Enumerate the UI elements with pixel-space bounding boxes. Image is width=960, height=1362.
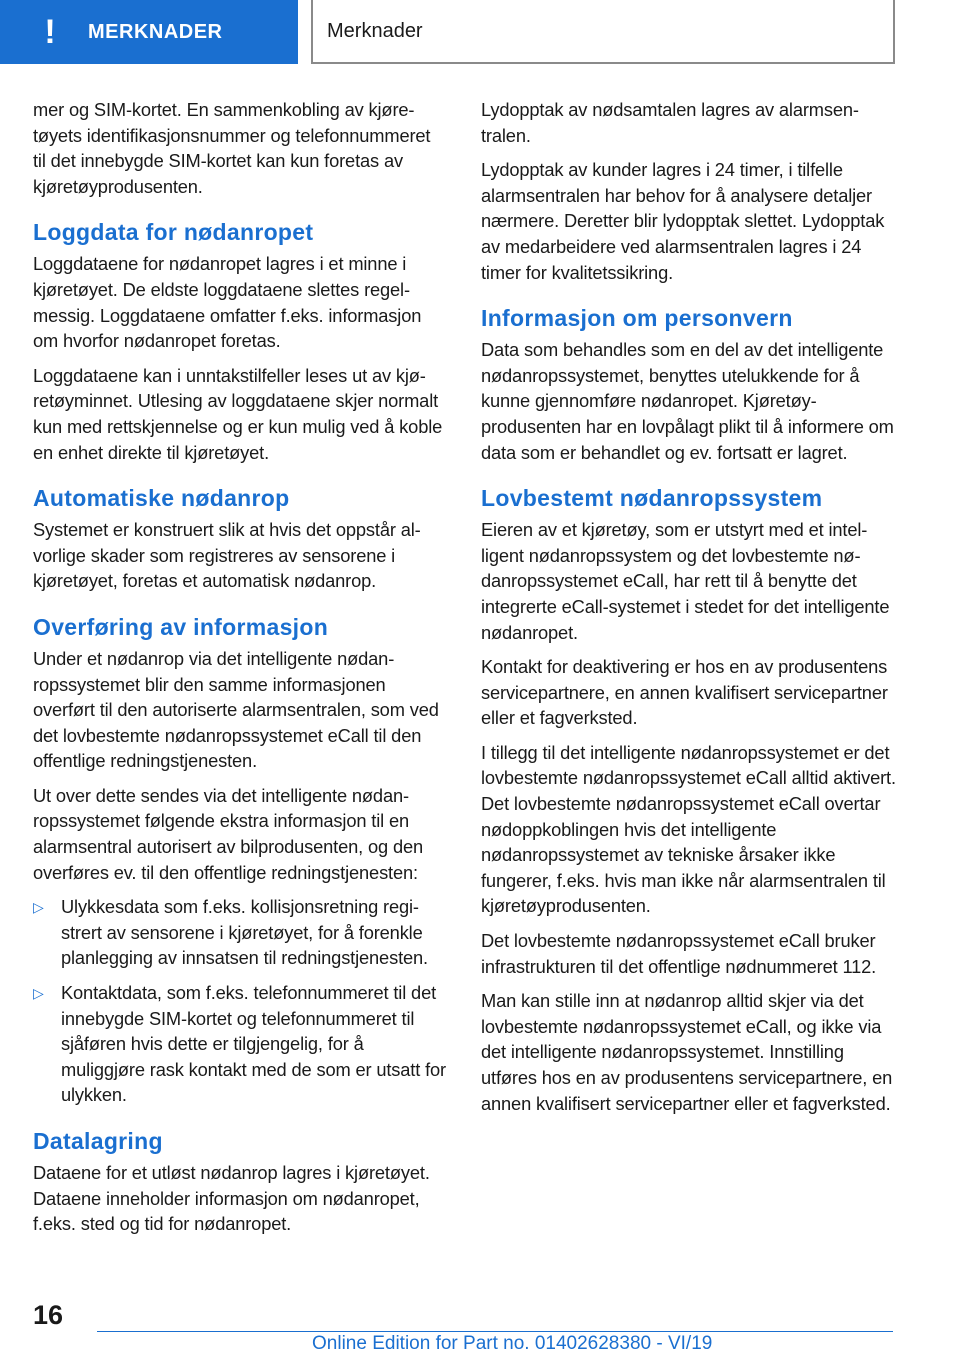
footer-divider [97,1331,893,1332]
section-tab-label: MERKNADER [88,20,223,43]
right-column [481,97,899,1125]
overforing-paragraph-2: Ut over dette sendes via det intelligente nødanropssystemet følgende ekstra informasjon til en alarmsentral autorisert av bilprodusenten, og den overføres ev. til den offentlige redningstjenesten: [33,784,423,883]
heading-automatiske: Automatiske nødanrop [33,485,290,512]
list-item-text: Ulykkesdata som f.eks. kollisjonsretning registrert av sensorene i kjøretøyet, for å forenkle planlegging av innsatsen til redningstjenesten. [61,896,428,969]
heading-overforing: Overføring av informasjon [33,613,329,640]
lydopptak-paragraph-1: Lydopptak av nødsamtalen lagres av alarmsentralen. [481,99,859,146]
automatiske-paragraph: Systemet er konstruert slik at hvis det oppstår alvorlige skader som registreres av sensorene i kjøretøyet, foretas et automatisk nødanrop. [33,519,421,592]
exclamation-icon: ! [44,13,56,51]
heading-lovbestemt: Lovbestemt nødanropssystem [481,485,823,512]
lovbestemt-paragraph-3: I tillegg til det intelligente nødanropssystemet er det lovbestemte nødanropssystemet eCall alltid aktivert. Det lovbestemte nødanropssystemet eCall overtar nødoppkoblingen hvis det intelligente nødanropssystemet av tekniske årsaker ikke fungerer, f.eks. hvis man ikke når alarmsentralen til kjøretøyprodusenten. [481,741,896,917]
page-title: Merknader [327,19,423,42]
section-tab [0,0,298,64]
lovbestemt-paragraph-2: Kontakt for deaktivering er hos en av produsentens servicepartnere, en annen kvalifisert servicepartner eller et fagverksted. [481,656,888,729]
page-header-box [311,0,895,64]
personvern-paragraph: Data som behandles som en del av det intelligente nødanropssystemet, benyttes utelukkende for å kunne gjennomføre nødanropet. Kjøretøyprodusenten har en lovpålagt plikt til å informere om data som er behandlet og ev. fortsatt er lagret. [481,339,894,463]
list-item [33,894,448,971]
datalagring-paragraph: Dataene for et utløst nødanrop lagres i kjøretøyet. Dataene inneholder informasjon om nødanropet, f.eks. sted og tid for nødanropet. [33,1162,430,1235]
list-item-text: Kontaktdata, som f.eks. telefonnummeret til det innebygde SIM-kortet og telefonnummeret til sjåføren hvis dette er tilgjengelig, for å muliggjøre rask kontakt med de som er utsatt for ulykken. [61,982,446,1106]
edition-footer: Online Edition for Part no. 01402628380 - VI/19 [312,1333,713,1354]
lovbestemt-paragraph-4: Det lovbestemte nødanropssystemet eCall bruker infrastrukturen til det offentlige nødnummeret 112. [481,930,877,977]
heading-personvern: Informasjon om personvern [481,305,793,332]
intro-paragraph: mer og SIM-kortet. En sammenkobling av kjøretøyets identifikasjonsnummer og telefonnummeret til det innebygde SIM-kortet kan kun foretas av kjøretøyprodusenten. [33,99,431,197]
left-column [33,97,448,1246]
heading-loggdata: Loggdata for nødanropet [33,219,314,246]
bullet-list [33,894,448,1108]
heading-datalagring: Datalagring [33,1128,163,1154]
lydopptak-paragraph-2: Lydopptak av kunder lagres i 24 timer, i tilfelle alarmsentralen har behov for å analysere detaljer nærmere. Deretter blir lydopptak slettet. Lydopptak av medarbeidere ved alarmsentralen lagres i 24 timer for kvalitetssikring. [481,159,885,283]
lovbestemt-paragraph-5: Man kan stille inn at nødanrop alltid skjer via det lovbestemte nødanropssystemet eCall, og ikke via det intelligente nødanropssystemet. Innstilling utføres hos en av produsentens servicepartnere, en annen kvalifisert servicepartner eller et fagverksted. [481,990,893,1114]
lovbestemt-paragraph-1: Eieren av et kjøretøy, som er utstyrt med et intelligent nødanropssystem og det lovbestemte nødanropssystemet eCall, har rett til å benytte det integrerte eCall-systemet i stedet for det intelligente nødanropet. [481,519,890,643]
list-item [33,980,448,1108]
loggdata-paragraph-2: Loggdataene kan i unntakstilfeller leses ut av kjøretøyminnet. Utlesing av loggdataene skjer normalt kun med rettskjennelse og er kun mulig ved å koble en enhet direkte til kjøretøyet. [33,364,443,463]
loggdata-paragraph-1: Loggdataene for nødanropet lagres i et minne i kjøretøyet. De eldste loggdataene slettes regelmessig. Loggdataene omfatter f.eks. informasjon om hvorfor nødanropet foretas. [33,253,422,352]
triangle-bullet-icon: ▷ [33,985,44,1002]
triangle-bullet-icon: ▷ [33,899,44,916]
overforing-paragraph-1: Under et nødanrop via det intelligente nødanropssystemet blir den samme informasjonen overført til den autoriserte alarmsentralen, som ved det lovbestemte nødanropssystemet eCall til den offentlige redningstjenesten. [33,647,439,772]
page-number: 16 [33,1300,64,1330]
